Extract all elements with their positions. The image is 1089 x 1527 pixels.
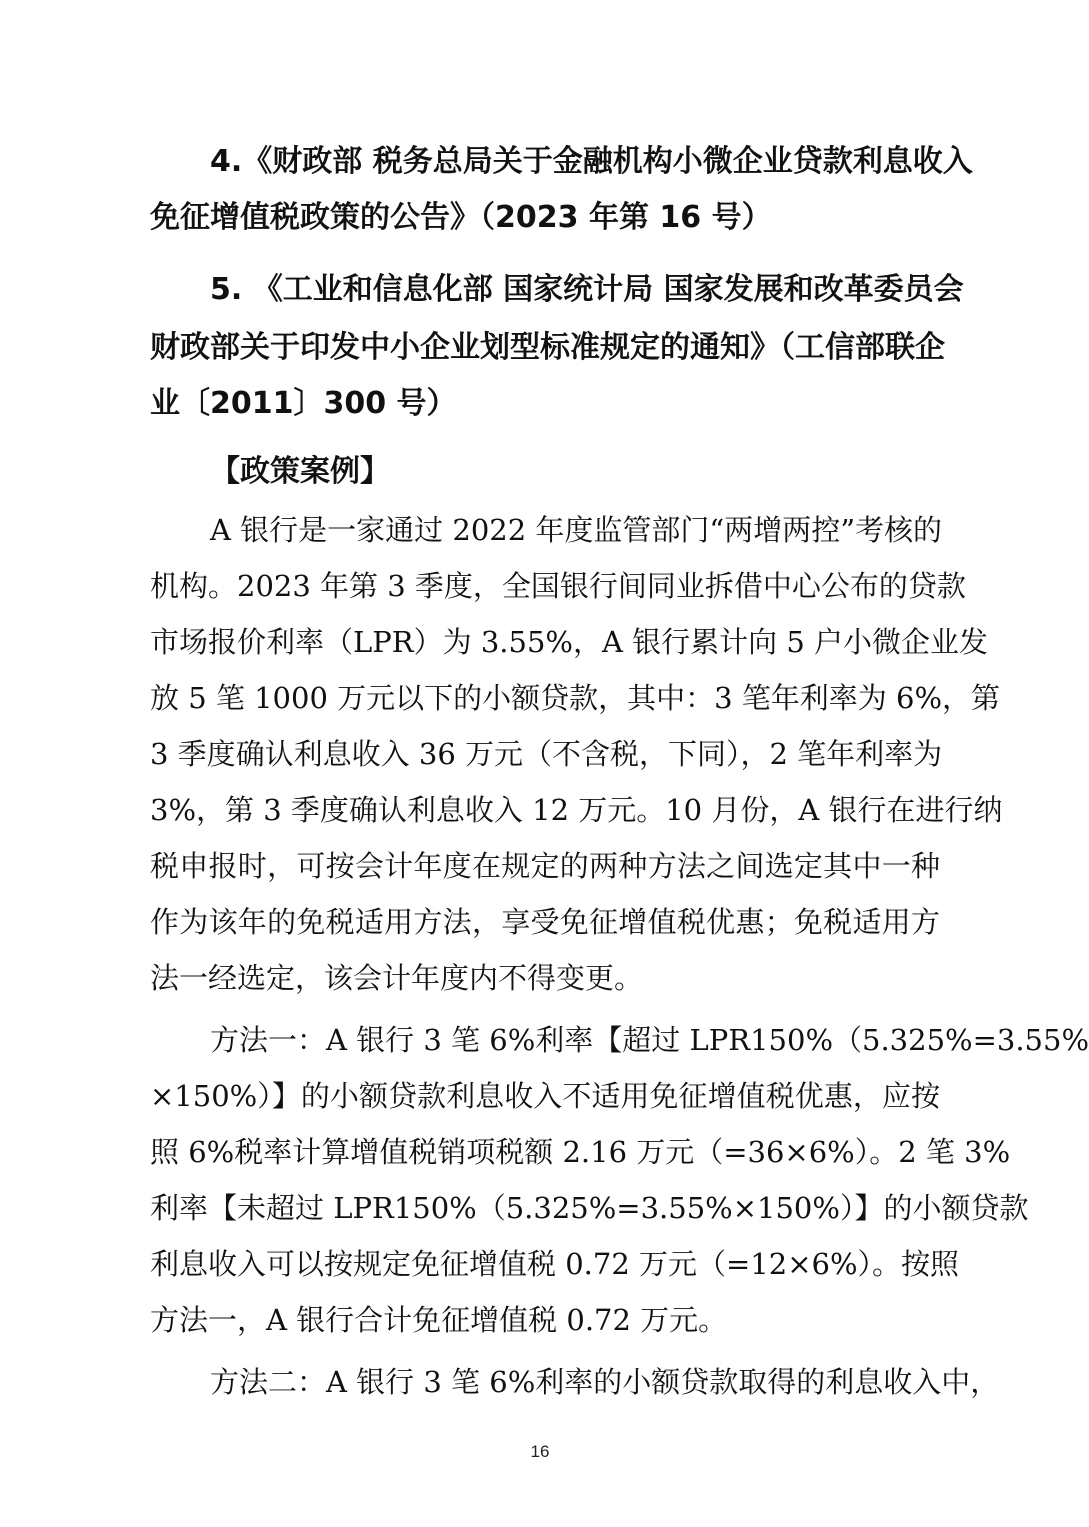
reference-4-line-1: 4.《财政部 税务总局关于金融机构小微企业贷款利息收入 [210,144,973,179]
case-paragraph-1-line: A 银行是一家通过 2022 年度监管部门“两增两控”考核的 [210,513,943,547]
case-paragraph-1-line: 3%，第 3 季度确认利息收入 12 万元。10 月份，A 银行在进行纳 [150,793,1003,827]
case-paragraph-2-line: ×150%）】的小额贷款利息收入不适用免征增值税优惠，应按 [150,1079,940,1113]
case-paragraph-2-line: 照 6%税率计算增值税销项税额 2.16 万元（=36×6%）。2 笔 3% [150,1135,1011,1169]
reference-5-line-1: 5. 《工业和信息化部 国家统计局 国家发展和改革委员会 [210,272,964,307]
reference-5-line-2: 财政部关于印发中小企业划型标准规定的通知》（工信部联企 [150,330,945,365]
case-paragraph-2-line: 方法一，A 银行合计免征增值税 0.72 万元。 [150,1303,728,1337]
case-paragraph-1-line: 放 5 笔 1000 万元以下的小额贷款，其中：3 笔年利率为 6%，第 [150,681,1001,715]
reference-5-line-3: 业〔2011〕300 号） [150,386,457,421]
case-paragraph-1-line: 税申报时，可按会计年度在规定的两种方法之间选定其中一种 [150,849,940,883]
case-paragraph-1-line: 作为该年的免税适用方法，享受免征增值税优惠；免税适用方 [150,905,940,939]
case-paragraph-2-line: 利率【未超过 LPR150%（5.325%=3.55%×150%）】的小额贷款 [150,1191,1029,1225]
case-paragraph-2-line: 方法一：A 银行 3 笔 6%利率【超过 LPR150%（5.325%=3.55% [210,1023,1089,1057]
case-paragraph-1-line: 机构。2023 年第 3 季度，全国银行间同业拆借中心公布的贷款 [150,569,966,603]
case-paragraph-3-line: 方法二：A 银行 3 笔 6%利率的小额贷款取得的利息收入中， [210,1365,1000,1399]
page-number: 16 [530,1442,550,1461]
case-paragraph-1-line: 法一经选定，该会计年度内不得变更。 [150,961,644,995]
case-heading: 【政策案例】 [210,454,390,489]
case-paragraph-2-line: 利息收入可以按规定免征增值税 0.72 万元（=12×6%）。按照 [150,1247,960,1281]
case-paragraph-1-line: 3 季度确认利息收入 36 万元（不含税，下同），2 笔年利率为 [150,737,943,771]
reference-4-line-2: 免征增值税政策的公告》（2023 年第 16 号） [150,200,772,235]
case-paragraph-1-line: 市场报价利率（LPR）为 3.55%，A 银行累计向 5 户小微企业发 [150,625,988,659]
